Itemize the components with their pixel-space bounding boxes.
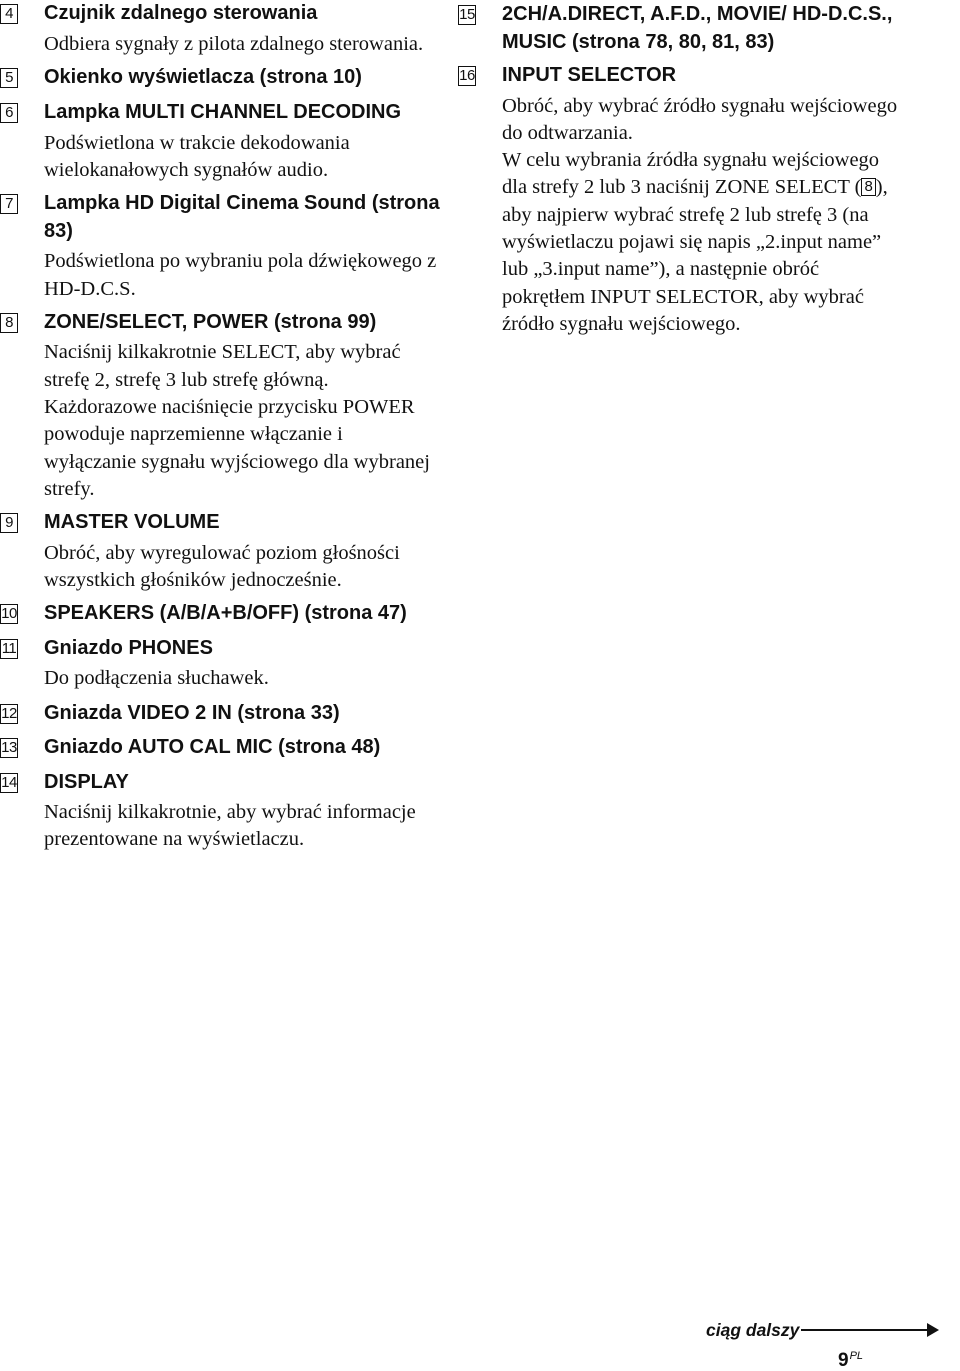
item-heading: ZONE/SELECT, POWER (strona 99) bbox=[44, 310, 377, 333]
item-heading: MASTER VOLUME bbox=[44, 511, 220, 534]
item-heading: 2CH/A.DIRECT, A.F.D., MOVIE/ HD-D.C.S., MUSIC (strona 78, 80, 81, 83) bbox=[502, 3, 893, 53]
item-description: Obróć, aby wyregulować poziom głośności wszystkich głośników jednocześnie. bbox=[44, 541, 400, 592]
item-number-badge: 15 bbox=[459, 6, 475, 23]
item-heading: Lampka MULTI CHANNEL DECODING bbox=[44, 101, 402, 124]
page-number bbox=[838, 1346, 863, 1371]
item-15 bbox=[458, 1, 898, 56]
item-number-badge: 7 bbox=[0, 194, 18, 214]
item-number-badge: 8 bbox=[0, 313, 18, 333]
item-description: Naciśnij kilkakrotnie, aby wybrać informacje prezentowane na wyświetlaczu. bbox=[44, 801, 416, 851]
item-4 bbox=[0, 0, 440, 58]
item-description-2 bbox=[502, 147, 898, 338]
item-number-badge: 11 bbox=[1, 639, 17, 657]
item-11 bbox=[0, 635, 440, 693]
item-heading: Czujnik zdalnego sterowania bbox=[44, 2, 318, 24]
item-heading: Lampka HD Digital Cinema Sound (strona 83) bbox=[44, 192, 440, 242]
left-column bbox=[0, 0, 440, 854]
page-language: PL bbox=[849, 1350, 864, 1362]
item-reference-badge: 8 bbox=[861, 178, 875, 196]
item-heading: Gniazdo AUTO CAL MIC (strona 48) bbox=[44, 736, 381, 759]
item-12 bbox=[0, 700, 440, 728]
item-5 bbox=[0, 64, 440, 92]
continued-label: ciąg dalszy bbox=[706, 1320, 800, 1340]
item-description: Naciśnij kilkakrotnie SELECT, aby wybrać strefę 2, strefę 3 lub strefę główną. Każdorazowe naciśnięcie przycisku POWER powoduje naprzemienne włączanie i wyłączanie sygnału wyjściowego dla wybranej strefy. bbox=[44, 341, 430, 500]
item-heading: INPUT SELECTOR bbox=[502, 64, 677, 86]
item-heading: Okienko wyświetlacza (strona 10) bbox=[44, 65, 362, 88]
body-text: ), aby najpierw wybrać strefę 2 lub strefę 3 (na wyświetlaczu pojawi się napis „2.input name” lub „3.input name”), a następnie obróć pokrętłem INPUT SELECTOR, aby wybrać źródło sygnału wejściowego. bbox=[502, 176, 888, 335]
continued-indicator bbox=[706, 1319, 939, 1341]
item-heading: Gniazdo PHONES bbox=[44, 636, 213, 659]
arrow-right-icon bbox=[801, 1323, 939, 1337]
item-9 bbox=[0, 509, 440, 594]
item-heading: DISPLAY bbox=[44, 770, 129, 793]
item-14 bbox=[0, 769, 440, 854]
item-10 bbox=[0, 600, 440, 628]
item-description: Obróć, aby wybrać źródło sygnału wejściowego do odtwarzania. bbox=[502, 94, 898, 144]
item-description: Podświetlona w trakcie dekodowania wielokanałowych sygnałów audio. bbox=[44, 131, 350, 182]
item-number-badge: 13 bbox=[1, 739, 17, 757]
item-heading: SPEAKERS (A/B/A+B/OFF) (strona 47) bbox=[44, 602, 407, 625]
item-number-badge: 4 bbox=[0, 4, 18, 24]
page-number-value: 9 bbox=[838, 1350, 849, 1371]
item-number-badge: 6 bbox=[0, 103, 18, 123]
item-number-badge: 12 bbox=[1, 704, 17, 722]
item-8 bbox=[0, 309, 440, 503]
right-column bbox=[458, 0, 898, 338]
item-heading: Gniazda VIDEO 2 IN (strona 33) bbox=[44, 701, 340, 724]
item-7 bbox=[0, 190, 440, 303]
body-text: W celu wybrania źródła sygnału wejściowego dla strefy 2 lub 3 naciśnij ZONE SELECT ( bbox=[502, 149, 880, 199]
item-number-badge: 9 bbox=[0, 513, 18, 533]
item-16 bbox=[458, 62, 898, 338]
item-number-badge: 14 bbox=[1, 773, 17, 791]
item-description: Odbiera sygnały z pilota zdalnego sterowania. bbox=[44, 32, 424, 55]
item-number-badge: 10 bbox=[1, 605, 17, 623]
item-number-badge: 16 bbox=[459, 67, 475, 84]
item-description: Do podłączenia słuchawek. bbox=[44, 667, 269, 690]
item-13 bbox=[0, 734, 440, 762]
item-6 bbox=[0, 99, 440, 184]
item-description: Podświetlona po wybraniu pola dźwiękowego z HD-D.C.S. bbox=[44, 250, 437, 300]
item-number-badge: 5 bbox=[0, 68, 18, 88]
